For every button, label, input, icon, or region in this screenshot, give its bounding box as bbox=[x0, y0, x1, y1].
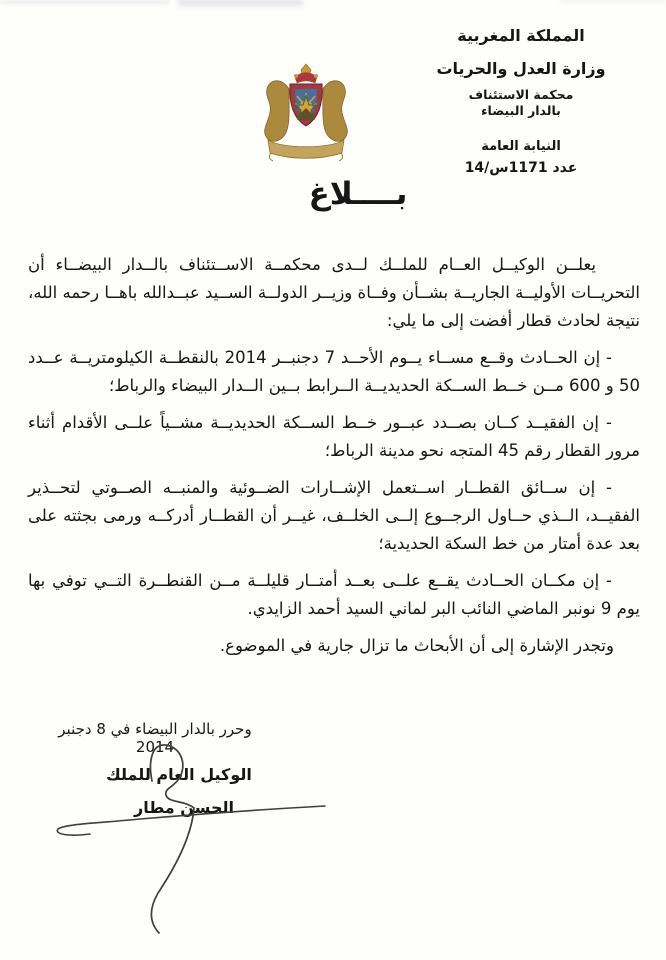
intro-paragraph: يعلــن الوكيــل العــام للملــك لــدى محكمــة الاســتئناف بالــدار البيضــاء أن التحريــات الأوليــة الجاريــة بشــأن وفــاة وزيــر الدولــة الســيد عبــدالله باهــا رحمه الله، نتيجة لحادث قطار أفضت إلى ما يلي: bbox=[28, 255, 640, 330]
court-city: بالدار البيضاء bbox=[481, 102, 561, 118]
ministry-name: وزارة العدل والحريات bbox=[436, 59, 606, 78]
letterhead bbox=[415, 26, 627, 177]
place-and-date: وحرر بالدار البيضاء في 8 دجنبر 2014 bbox=[58, 720, 252, 756]
document-body bbox=[28, 251, 640, 660]
scan-artifact-smudge bbox=[178, 0, 303, 9]
finding-item: - إن الحــادث وقــع مســاء يــوم الأحــد 7 دجنبــر 2014 بالنقطــة الكيلومتريــة عــدد 50 و 600 مــن خــط الســكة الحديديــة الــرابط بــين الــدار البيضاء والرباط؛ bbox=[28, 348, 640, 395]
morocco-coat-of-arms-icon bbox=[251, 62, 361, 164]
scan-artifact-smudge bbox=[560, 0, 666, 5]
scan-artifact-smudge bbox=[0, 0, 170, 6]
document-title: بــــلاغ bbox=[308, 176, 408, 212]
court-name: محكمة الاستئناف bbox=[468, 87, 574, 102]
signatory-title: الوكيل العام للملك bbox=[106, 765, 252, 784]
finding-item: - إن الفقيــد كــان بصــدد عبــور خــط الســكة الحديديــة مشــياً علــى الأقدام أثناء مرور القطار رقم 45 المتجه نحو مدينة الرباط؛ bbox=[28, 413, 640, 460]
signatory-name: الحسن مطار bbox=[134, 798, 234, 817]
finding-item: - إن مكــان الحــادث يقــع علــى بعــد أمتــار قليلــة مــن القنطــرة التــي توفي بها يوم 9 نونبر الماضي النائب البر لماني السيد أحمد الزايدي. bbox=[28, 571, 640, 618]
kingdom-name: المملكة المغربية bbox=[457, 26, 585, 45]
closing-note: وتجدر الإشارة إلى أن الأبحاث ما تزال جارية في الموضوع. bbox=[219, 636, 614, 655]
reference-number: عدد 1171س/14 bbox=[464, 159, 578, 176]
prosecution-office: النيابة العامة bbox=[481, 139, 561, 155]
finding-item: - إن ســائق القطــار اســتعمل الإشــارات الضــوئية والمنبــه الصــوتي لتحــذير الفقيــد، الــذي حــاول الرجــوع إلــى الخلــف، غيــر أن القطــار أدركــه ورمى بجثته على بعد عدة أمتار من خط السكة الحديدية؛ bbox=[28, 478, 640, 553]
